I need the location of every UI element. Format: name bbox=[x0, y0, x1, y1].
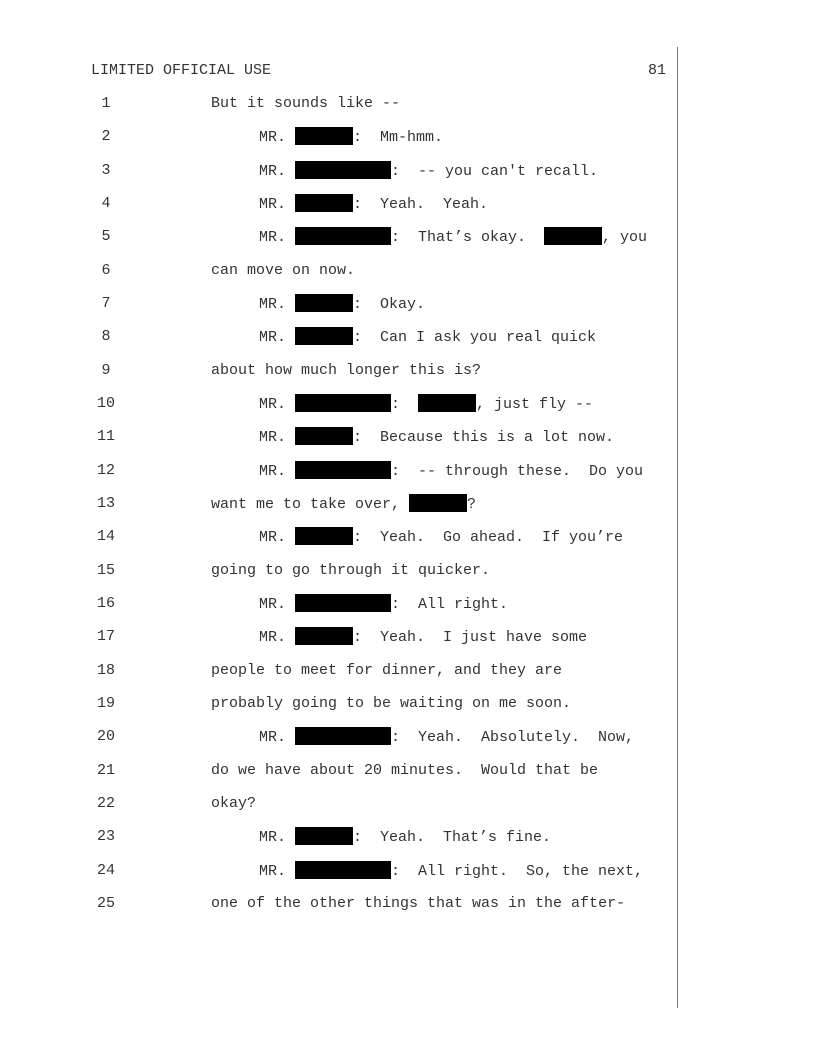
redaction-box bbox=[295, 161, 391, 179]
redaction-box bbox=[295, 227, 391, 245]
line-text bbox=[211, 694, 571, 714]
text-segment: : All right. So, the next, bbox=[391, 862, 644, 880]
transcript-line bbox=[0, 261, 680, 281]
line-text bbox=[211, 761, 598, 781]
line-number: 22 bbox=[96, 794, 115, 812]
text-segment: MR. bbox=[259, 429, 296, 447]
line-text bbox=[259, 861, 643, 882]
redaction-box bbox=[418, 394, 476, 412]
redaction-box bbox=[295, 827, 353, 845]
text-segment: : All right. bbox=[391, 595, 509, 613]
redaction-box bbox=[295, 461, 391, 479]
text-segment: : Yeah. Go ahead. If you’re bbox=[353, 529, 624, 547]
redaction-box bbox=[295, 394, 391, 412]
line-number: 1 bbox=[101, 95, 111, 112]
text-segment: probably going to be waiting on me soon. bbox=[211, 694, 572, 712]
text-segment: , just fly -- bbox=[476, 395, 594, 413]
transcript-line bbox=[0, 661, 680, 681]
transcript-line bbox=[0, 227, 680, 247]
text-segment: MR. bbox=[259, 395, 296, 413]
line-text bbox=[211, 361, 481, 381]
transcript-line bbox=[0, 727, 680, 747]
text-segment: MR. bbox=[259, 529, 296, 547]
text-segment: : bbox=[391, 395, 419, 413]
line-number: 16 bbox=[96, 594, 115, 612]
redaction-box bbox=[544, 227, 602, 245]
text-segment: : Mm-hmm. bbox=[353, 129, 444, 147]
text-segment: one of the other things that was in the after- bbox=[211, 894, 626, 912]
line-text bbox=[259, 594, 508, 615]
text-segment: MR. bbox=[259, 329, 296, 347]
redaction-box bbox=[295, 427, 353, 445]
transcript-line bbox=[0, 394, 680, 414]
line-number: 20 bbox=[96, 728, 115, 746]
transcript-line bbox=[0, 794, 680, 814]
line-number: 2 bbox=[101, 128, 111, 146]
transcript-line bbox=[0, 627, 680, 647]
text-segment: want me to take over, bbox=[211, 495, 410, 513]
transcript-line bbox=[0, 361, 680, 381]
text-segment: MR. bbox=[259, 162, 296, 180]
line-text bbox=[259, 827, 551, 848]
transcript-line bbox=[0, 461, 680, 481]
line-number: 3 bbox=[101, 161, 111, 179]
transcript-line bbox=[0, 894, 680, 914]
line-text bbox=[259, 294, 425, 315]
text-segment: : Because this is a lot now. bbox=[353, 429, 615, 447]
redaction-box bbox=[295, 327, 353, 345]
text-segment: : That’s okay. bbox=[391, 229, 545, 247]
text-segment: MR. bbox=[259, 595, 296, 613]
transcript-line bbox=[0, 427, 680, 447]
transcript-line bbox=[0, 561, 680, 581]
transcript-line bbox=[0, 127, 680, 147]
text-segment: do we have about 20 minutes. Would that be bbox=[211, 761, 599, 779]
line-text bbox=[211, 94, 400, 114]
line-number: 18 bbox=[96, 661, 115, 679]
line-text bbox=[259, 461, 643, 482]
text-segment: can move on now. bbox=[211, 261, 356, 279]
redaction-box bbox=[295, 861, 391, 879]
page-number: 81 bbox=[647, 62, 666, 79]
transcript-line bbox=[0, 161, 680, 181]
text-segment: : -- you can't recall. bbox=[391, 162, 599, 180]
line-number: 15 bbox=[96, 561, 115, 579]
transcript-line bbox=[0, 327, 680, 347]
line-text bbox=[259, 194, 488, 215]
line-number: 24 bbox=[96, 861, 115, 879]
transcript-line bbox=[0, 527, 680, 547]
line-text bbox=[259, 627, 587, 648]
text-segment: MR. bbox=[259, 195, 296, 213]
text-segment: : -- through these. Do you bbox=[391, 462, 644, 480]
line-text bbox=[259, 527, 623, 548]
line-number: 5 bbox=[101, 228, 111, 246]
text-segment: : Yeah. Yeah. bbox=[353, 195, 489, 213]
text-segment: MR. bbox=[259, 729, 296, 747]
text-segment: MR. bbox=[259, 295, 296, 313]
line-text bbox=[259, 161, 598, 182]
text-segment: MR. bbox=[259, 229, 296, 247]
line-text bbox=[259, 394, 593, 415]
redaction-box bbox=[295, 594, 391, 612]
line-text bbox=[211, 494, 476, 515]
line-number: 14 bbox=[96, 528, 115, 546]
text-segment: : Okay. bbox=[353, 295, 426, 313]
text-segment: : Yeah. Absolutely. Now, bbox=[391, 729, 635, 747]
line-number: 12 bbox=[96, 461, 115, 479]
text-segment: going to go through it quicker. bbox=[211, 561, 491, 579]
transcript-line bbox=[0, 294, 680, 314]
transcript-line bbox=[0, 694, 680, 714]
line-number: 8 bbox=[101, 328, 111, 346]
text-segment: MR. bbox=[259, 862, 296, 880]
text-segment: MR. bbox=[259, 129, 296, 147]
transcript-line bbox=[0, 761, 680, 781]
transcript-line bbox=[0, 94, 680, 114]
line-number: 17 bbox=[96, 628, 115, 646]
line-number: 21 bbox=[96, 761, 115, 779]
text-segment: ? bbox=[467, 495, 477, 513]
transcript-line bbox=[0, 194, 680, 214]
text-segment: : Yeah. That’s fine. bbox=[353, 829, 552, 847]
text-segment: people to meet for dinner, and they are bbox=[211, 661, 563, 679]
text-segment: MR. bbox=[259, 829, 296, 847]
transcript-line bbox=[0, 494, 680, 514]
text-segment: But it sounds like -- bbox=[211, 95, 401, 112]
line-number: 10 bbox=[96, 394, 115, 412]
transcript-line bbox=[0, 861, 680, 881]
text-segment: MR. bbox=[259, 629, 296, 647]
redaction-box bbox=[295, 727, 391, 745]
redaction-box bbox=[409, 494, 467, 512]
header-label: LIMITED OFFICIAL USE bbox=[91, 62, 272, 79]
line-number: 4 bbox=[101, 194, 111, 212]
redaction-box bbox=[295, 194, 353, 212]
line-text bbox=[259, 427, 614, 448]
line-text bbox=[211, 261, 355, 281]
line-number: 11 bbox=[96, 428, 115, 446]
text-segment: okay? bbox=[211, 794, 257, 812]
redaction-box bbox=[295, 627, 353, 645]
line-text bbox=[211, 794, 256, 814]
redaction-box bbox=[295, 127, 353, 145]
line-number: 7 bbox=[101, 294, 111, 312]
text-segment: : Can I ask you real quick bbox=[353, 329, 597, 347]
text-segment: MR. bbox=[259, 462, 296, 480]
text-segment: about how much longer this is? bbox=[211, 361, 482, 379]
line-number: 19 bbox=[96, 694, 115, 712]
redaction-box bbox=[295, 527, 353, 545]
line-text bbox=[259, 127, 443, 148]
line-number: 6 bbox=[101, 261, 111, 279]
text-segment: , you bbox=[602, 229, 648, 247]
redaction-box bbox=[295, 294, 353, 312]
transcript-line bbox=[0, 594, 680, 614]
line-text bbox=[259, 727, 634, 748]
line-number: 13 bbox=[96, 494, 115, 512]
transcript-line bbox=[0, 827, 680, 847]
line-text bbox=[211, 661, 562, 681]
line-number: 9 bbox=[101, 361, 111, 379]
line-number: 23 bbox=[96, 828, 115, 846]
line-text bbox=[259, 327, 596, 348]
text-segment: : Yeah. I just have some bbox=[353, 629, 588, 647]
line-text bbox=[259, 227, 647, 248]
line-text bbox=[211, 561, 490, 581]
line-number: 25 bbox=[96, 894, 115, 912]
line-text bbox=[211, 894, 625, 914]
